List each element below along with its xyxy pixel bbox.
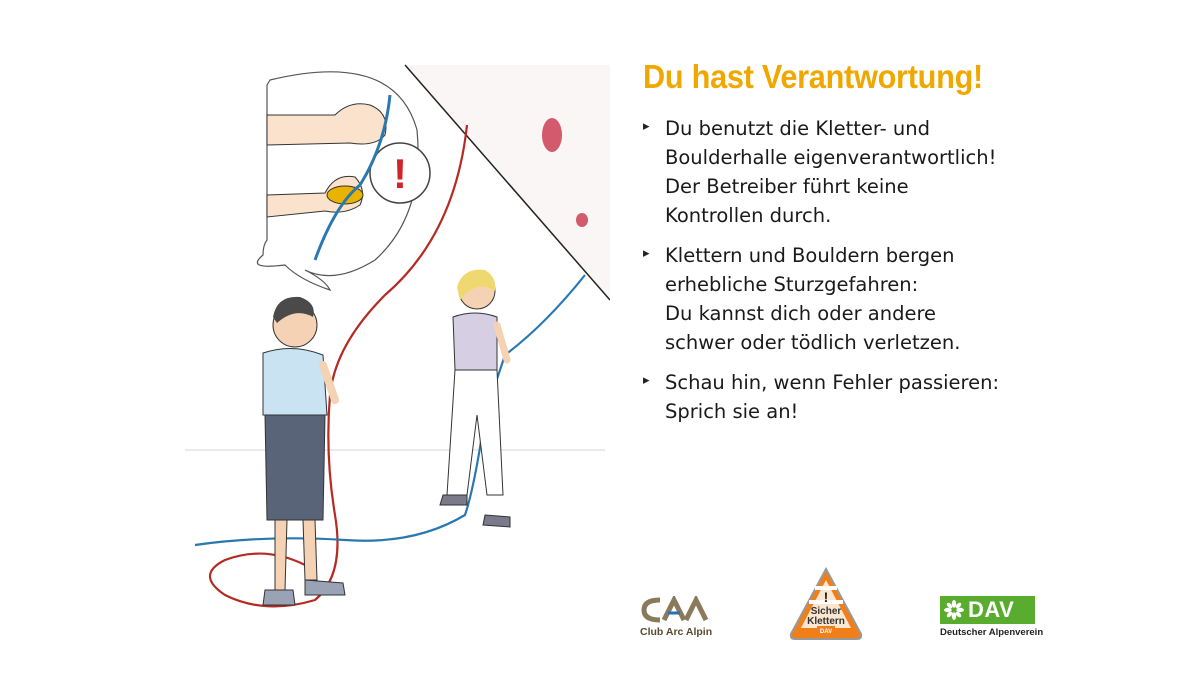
dav-name: Deutscher Alpenverein	[940, 627, 1044, 638]
sicher-line1: Sicher	[810, 606, 842, 617]
bullet-text	[665, 114, 996, 230]
caa-mark	[640, 596, 720, 624]
sicher-mark: !	[823, 589, 829, 605]
bullet-list	[643, 114, 1163, 426]
climber-woman	[440, 270, 510, 527]
warning-mark: !	[393, 150, 407, 197]
climbing-illustration	[185, 55, 610, 625]
dav-box	[940, 596, 1035, 624]
climbing-hold-small	[576, 213, 588, 227]
triangle-bullet-icon: ▸	[643, 119, 650, 134]
bullet-line: Boulderhalle eigenverantwortlich!	[665, 146, 997, 169]
climbing-hold	[542, 118, 562, 152]
bullet-line: Du benutzt die Kletter- und	[665, 117, 930, 140]
bullet-line: Kontrollen durch.	[665, 204, 832, 227]
caa-mark-icon	[640, 596, 712, 624]
dav-logo	[940, 596, 1050, 642]
rope-blue	[195, 275, 585, 545]
triangle-bullet-icon: ▸	[643, 373, 650, 388]
bullet-text	[665, 368, 999, 426]
bullet-line: Klettern und Bouldern bergen	[665, 244, 955, 267]
bullet-line: Sprich sie an!	[665, 400, 799, 423]
bullet-line: Schau hin, wenn Fehler passieren:	[665, 371, 1000, 394]
bullet-item	[643, 241, 1163, 357]
bullet-line: schwer oder tödlich verletzen.	[665, 331, 961, 354]
responsibility-notice	[643, 58, 1163, 437]
sicher-klettern-badge	[787, 566, 865, 642]
bullet-line: Du kannst dich oder andere	[665, 302, 937, 325]
sicher-klettern-logo	[787, 566, 865, 642]
caa-name: Club Arc Alpin	[640, 626, 713, 638]
bullet-item	[643, 368, 1163, 426]
headline: Du hast Verantwortung!	[643, 58, 984, 95]
bullet-line: erhebliche Sturzgefahren:	[665, 273, 919, 296]
belayer-man	[263, 297, 345, 605]
dav-abbr: DAV	[968, 597, 1015, 622]
club-arc-alpin-logo	[640, 596, 720, 644]
bullet-text	[665, 241, 960, 357]
sicher-dav-badge: DAV	[819, 629, 833, 635]
triangle-bullet-icon: ▸	[643, 246, 650, 261]
bullet-line: Der Betreiber führt keine	[665, 175, 909, 198]
sicher-line2: Klettern	[807, 616, 845, 627]
bullet-item	[643, 114, 1163, 230]
edelweiss-icon	[944, 600, 964, 620]
belay-scene	[185, 55, 610, 625]
